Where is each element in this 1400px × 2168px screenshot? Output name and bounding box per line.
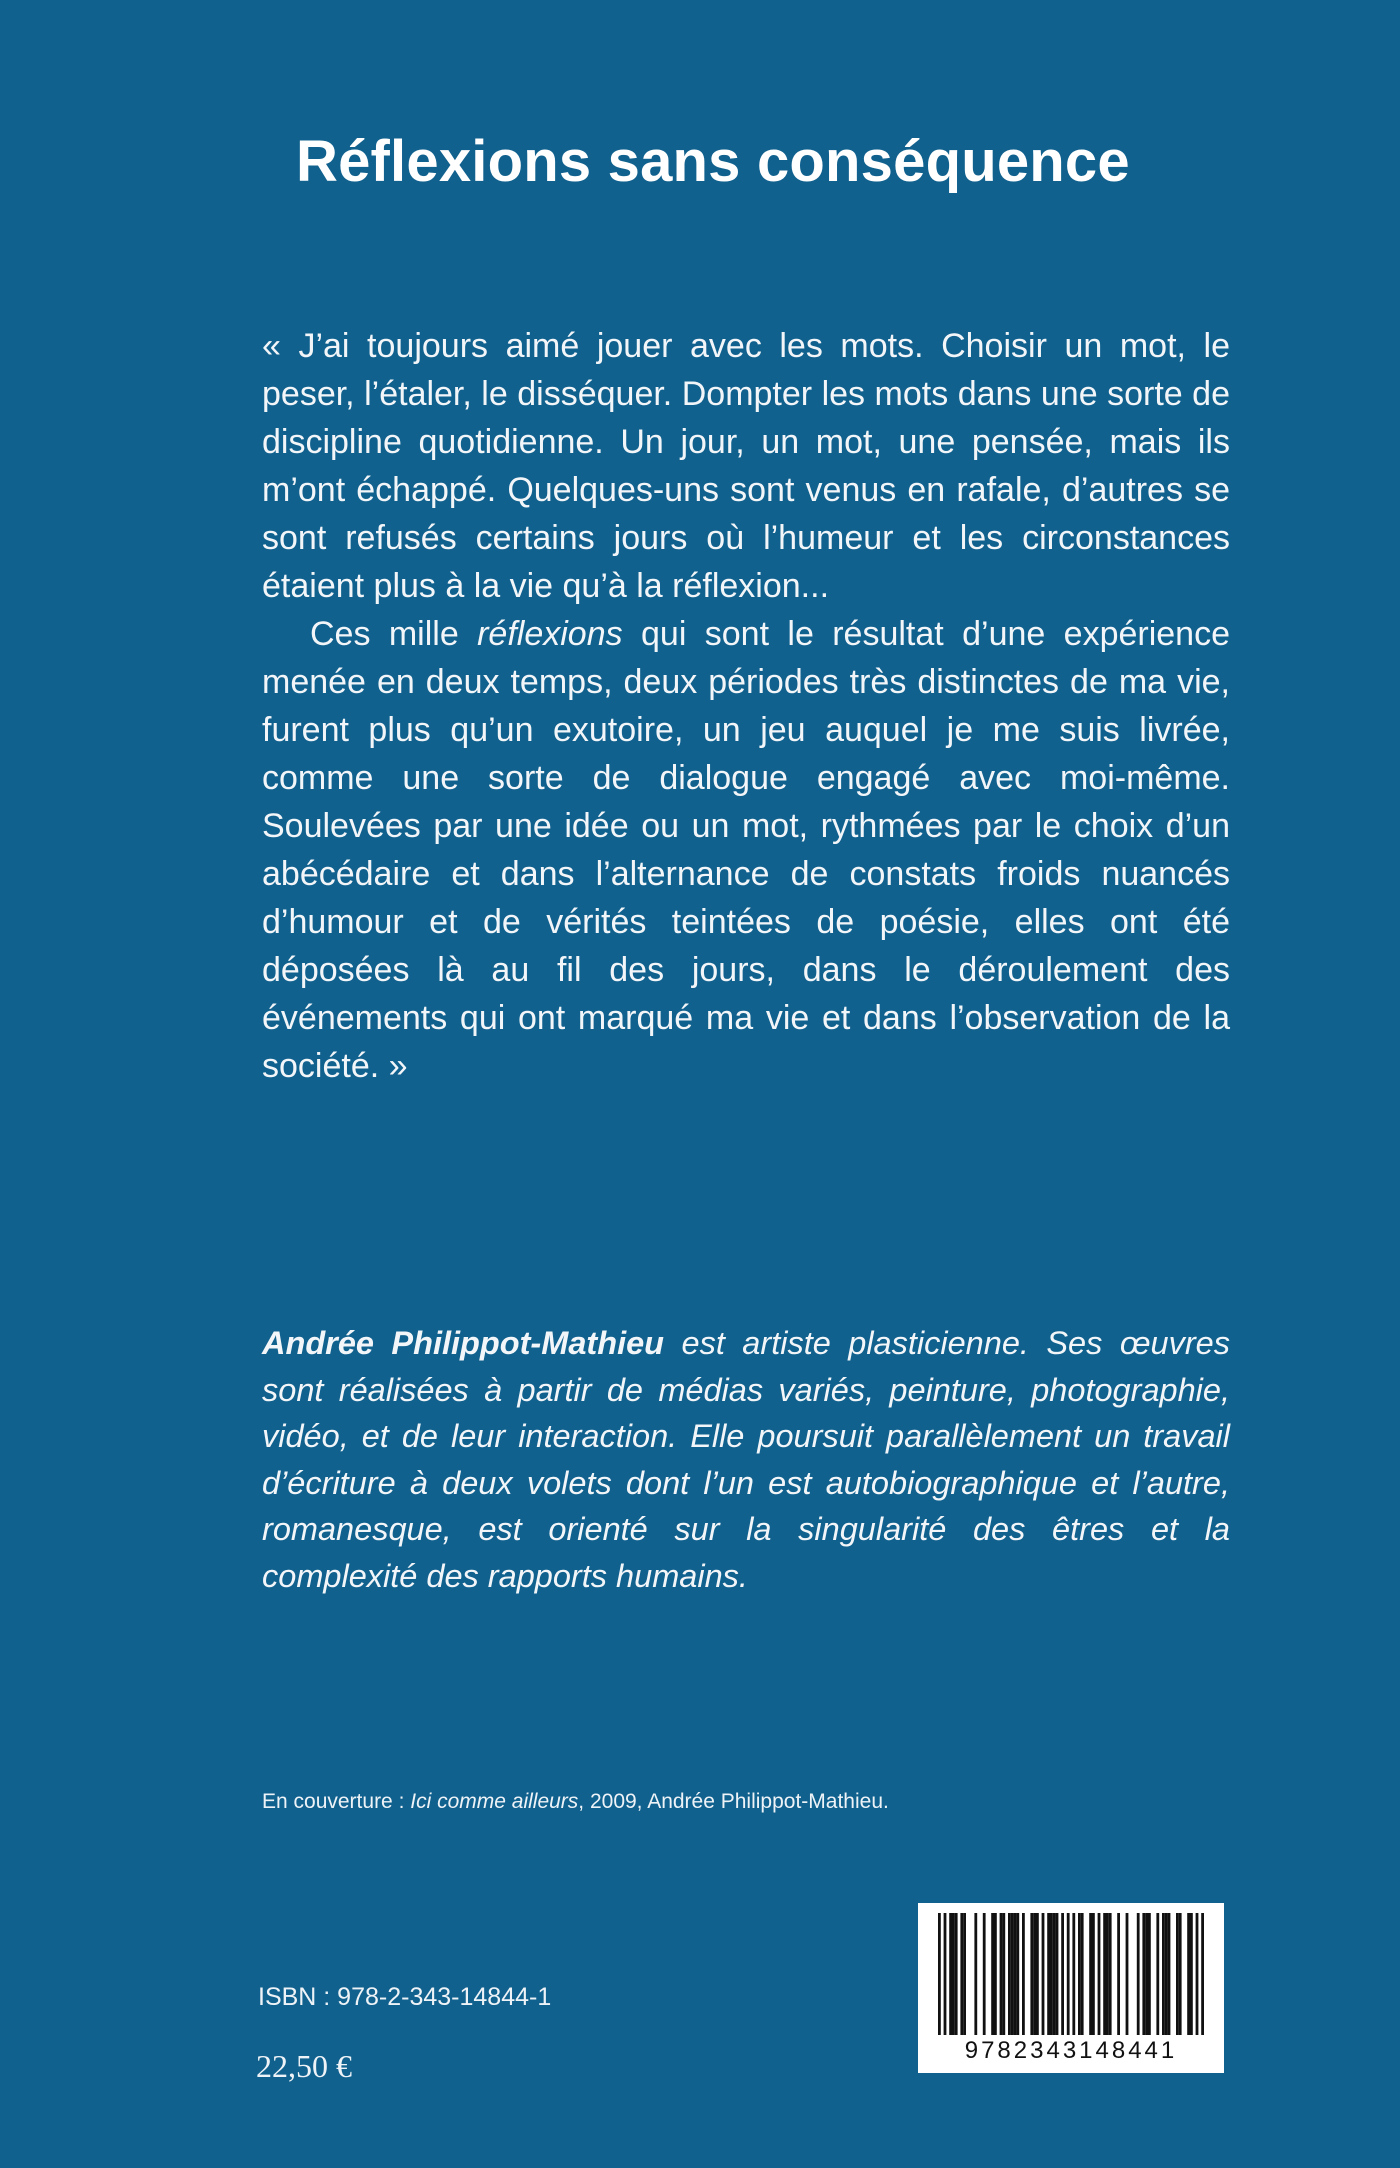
barcode-bar (1103, 1913, 1106, 2035)
barcode-bar (1030, 1913, 1033, 2035)
barcode-bar (1000, 1913, 1003, 2035)
barcode-bar (1092, 1913, 1095, 2035)
cover-credit-work: Ici comme ailleurs (410, 1790, 579, 1813)
barcode-bar (1033, 1913, 1036, 2035)
barcode-bar (1053, 1913, 1056, 2035)
barcode-bar (1047, 1913, 1050, 2035)
barcode-bar (1148, 1913, 1151, 2035)
barcode-bar (1196, 1913, 1199, 2035)
barcode-bar (1072, 1913, 1075, 2035)
barcode-bar (1008, 1913, 1011, 2035)
author-name: Andrée Philippot-Mathieu (262, 1325, 665, 1361)
barcode-bar (1142, 1913, 1145, 2035)
quote-emphasis: réflexions (477, 615, 623, 653)
barcode-bar (1145, 1913, 1148, 2035)
barcode-bar (1168, 1913, 1171, 2035)
cover-credit (262, 1790, 889, 1814)
barcode-bar (1190, 1913, 1193, 2035)
quote-paragraph-2-rest: qui sont le résultat d’une expérience menée en deux temps, deux périodes très distinctes de ma vie, furent plus qu’un exutoire, un jeu auquel je me suis livrée, comme une sorte de dialogue engagé avec moi-même. Soulevées par une idée ou un mot, rythmées par le choix d’un abécédaire et dans l’alternance de constats froids nuancés d’humour et de vérités teintées de poésie, elles ont été déposées là au fil des jours, dans le déroulement des événements qui ont marqué ma vie et dans l’observation de la société. » (262, 615, 1230, 1085)
barcode-bar (1179, 1913, 1182, 2035)
barcode-bar (1098, 1913, 1101, 2035)
barcode-bar (1201, 1913, 1204, 2035)
barcode-bar (1165, 1913, 1168, 2035)
barcode-bar (1061, 1913, 1064, 2035)
barcode-bar (1187, 1913, 1190, 2035)
barcode-bar (1036, 1913, 1039, 2035)
barcode-bar (1014, 1913, 1017, 2035)
isbn-label: ISBN : 978-2-343-14844-1 (258, 1983, 552, 2011)
barcode-bar (952, 1913, 955, 2035)
barcode-bar (1106, 1913, 1109, 2035)
barcode-bar (1067, 1913, 1070, 2035)
barcode-bar (1042, 1913, 1045, 2035)
barcode-bar (955, 1913, 958, 2035)
quote-paragraph-2 (262, 610, 1230, 1090)
barcode-bar (1137, 1913, 1140, 2035)
cover-credit-suffix: , 2009, Andrée Philippot-Mathieu. (578, 1790, 889, 1813)
barcode-bar (1117, 1913, 1120, 2035)
back-cover-quote (262, 322, 1230, 1090)
barcode-bar (1162, 1913, 1165, 2035)
barcode-bar (1002, 1913, 1005, 2035)
author-bio-text: est artiste plasticienne. Ses œuvres sont réalisées à partir de médias variés, peinture, photographie, vidéo, et de leur interaction. Elle poursuit parallèlement un travail d’écriture à deux volets dont l’un est autobiographique et l’autre, romanesque, est orienté sur la singularité des êtres et la complexité des rapports humains. (262, 1325, 1230, 1594)
barcode-bar (1126, 1913, 1129, 2035)
barcode-bar (974, 1913, 977, 2035)
barcode-bar (963, 1913, 966, 2035)
barcode-bars (922, 1907, 1220, 2035)
author-bio (262, 1320, 1230, 1599)
price-label: 22,50 € (256, 2048, 352, 2084)
barcode-bar (1050, 1913, 1053, 2035)
barcode-bar (1176, 1913, 1179, 2035)
barcode-bar (938, 1913, 941, 2035)
barcode-bar (991, 1913, 994, 2035)
barcode-bar (1156, 1913, 1159, 2035)
barcode-bar (983, 1913, 986, 2035)
barcode-bar (1089, 1913, 1092, 2035)
quote-paragraph-1: « J’ai toujours aimé jouer avec les mots. Choisir un mot, le peser, l’étaler, le disséquer. Dompter les mots dans une sorte de discipline quotidienne. Un jour, un mot, une pensée, mais ils m’ont échappé. Quelques-uns sont venus en rafale, d’autres se sont refusés certains jours où l’humeur et les circonstances étaient plus à la vie qu’à la réflexion... (262, 327, 1230, 605)
barcode (918, 1903, 1224, 2073)
barcode-bar (1056, 1913, 1059, 2035)
barcode-bar (1022, 1913, 1025, 2035)
barcode-bar (1081, 1913, 1084, 2035)
barcode-digits: 9782343148441 (922, 2037, 1220, 2065)
barcode-bar (1078, 1913, 1081, 2035)
cover-credit-prefix: En couverture : (262, 1790, 411, 1813)
barcode-bar (1109, 1913, 1112, 2035)
book-title: Réflexions sans conséquence (296, 129, 1130, 194)
barcode-bar (944, 1913, 947, 2035)
quote-paragraph-2-start: Ces mille (310, 615, 478, 653)
barcode-bar (994, 1913, 997, 2035)
barcode-bar (949, 1913, 952, 2035)
barcode-bar (1011, 1913, 1014, 2035)
barcode-bar (960, 1913, 963, 2035)
barcode-bar (1016, 1913, 1019, 2035)
